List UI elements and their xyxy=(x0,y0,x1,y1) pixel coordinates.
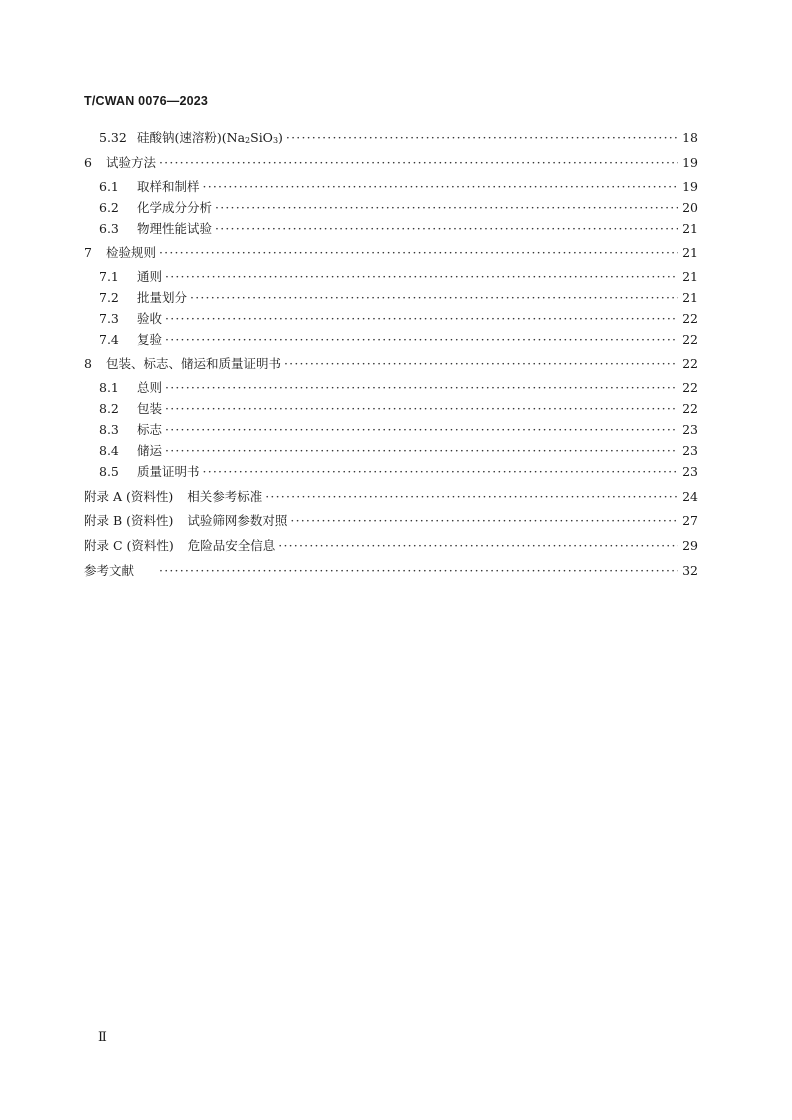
toc-title: 包装 xyxy=(137,401,163,416)
toc-entry-8[interactable] xyxy=(84,354,698,374)
toc-page: 23 xyxy=(682,422,698,437)
toc-leader xyxy=(190,288,678,308)
toc-leader xyxy=(159,153,678,173)
toc-number: 8.2 xyxy=(99,401,119,416)
toc-page: 18 xyxy=(682,130,698,145)
toc-title: 试验方法 xyxy=(105,155,156,170)
toc-page: 21 xyxy=(682,269,698,284)
toc-number: 7.2 xyxy=(99,290,119,305)
toc-leader xyxy=(265,487,678,507)
toc-entry-8-1[interactable] xyxy=(84,378,698,398)
toc-number: 参考文献 xyxy=(84,563,135,578)
toc-entry-appendix-a[interactable] xyxy=(84,487,698,507)
toc-entry-7-2[interactable] xyxy=(84,288,698,308)
toc-page: 22 xyxy=(682,380,698,395)
toc-title: 化学成分分析 xyxy=(137,200,213,215)
toc-page: 32 xyxy=(682,563,698,578)
toc-title: 储运 xyxy=(137,443,163,458)
toc-title: 批量划分 xyxy=(137,290,188,305)
toc-entry-appendix-c[interactable] xyxy=(84,536,698,556)
toc-leader xyxy=(284,354,678,374)
toc-number: 5.32 xyxy=(99,130,127,145)
toc-title: 相关参考标准 xyxy=(187,489,263,504)
toc-title: 包装、标志、储运和质量证明书 xyxy=(105,356,281,371)
toc-page: 22 xyxy=(682,332,698,347)
toc-number: 7.4 xyxy=(99,332,119,347)
toc-leader xyxy=(165,420,678,440)
toc-leader xyxy=(286,128,678,148)
toc-number: 6.3 xyxy=(99,221,119,236)
toc-entry-8-2[interactable] xyxy=(84,399,698,419)
toc-entry-5-32[interactable] xyxy=(84,128,698,148)
toc-entry-references[interactable] xyxy=(84,561,698,581)
toc-number: 8.3 xyxy=(99,422,119,437)
toc-title: 检验规则 xyxy=(105,245,156,260)
toc-number: 7 xyxy=(84,245,92,260)
toc-number: 8 xyxy=(84,356,92,371)
toc-entry-appendix-b[interactable] xyxy=(84,511,698,531)
toc-entry-6[interactable] xyxy=(84,153,698,173)
toc-leader xyxy=(165,399,678,419)
toc-page: 23 xyxy=(682,443,698,458)
toc-entry-8-4[interactable] xyxy=(84,441,698,461)
toc-page: 22 xyxy=(682,356,698,371)
toc-title: 复验 xyxy=(137,332,163,347)
toc-title: 验收 xyxy=(137,311,163,326)
toc-number: 附录 C (资料性) xyxy=(84,538,174,553)
toc-number: 6.2 xyxy=(99,200,119,215)
toc-number: 7.3 xyxy=(99,311,119,326)
toc-entry-6-1[interactable] xyxy=(84,177,698,197)
toc-number: 6 xyxy=(84,155,92,170)
toc-entry-6-2[interactable] xyxy=(84,198,698,218)
toc-page: 21 xyxy=(682,221,698,236)
toc-number: 附录 B (资料性) xyxy=(84,513,174,528)
toc-number: 8.1 xyxy=(99,380,119,395)
toc-leader xyxy=(159,243,678,263)
toc-entry-8-5[interactable] xyxy=(84,462,698,482)
toc-leader xyxy=(278,536,678,556)
toc-page: 19 xyxy=(682,155,698,170)
toc-title: 通则 xyxy=(137,269,163,284)
toc-title: 硅酸钠(速溶粉)$(Na_2SiO_3)$ xyxy=(137,130,283,145)
toc-page: 21 xyxy=(682,290,698,305)
toc-leader xyxy=(215,219,678,239)
toc-title: 试验筛网参数对照 xyxy=(187,513,288,528)
toc-page: 29 xyxy=(682,538,698,553)
toc-title: 取样和制样 xyxy=(137,179,200,194)
toc-number: 6.1 xyxy=(99,179,119,194)
toc-entry-8-3[interactable] xyxy=(84,420,698,440)
toc-page: 22 xyxy=(682,401,698,416)
toc-page: 20 xyxy=(682,200,698,215)
toc-entry-7-3[interactable] xyxy=(84,309,698,329)
toc-leader xyxy=(165,309,678,329)
toc-number: 7.1 xyxy=(99,269,119,284)
toc-leader xyxy=(165,441,678,461)
toc-page: 27 xyxy=(682,513,698,528)
toc-number: 8.4 xyxy=(99,443,119,458)
toc-title: 总则 xyxy=(137,380,163,395)
toc-page: 23 xyxy=(682,464,698,479)
page-number: Ⅱ xyxy=(98,1030,107,1045)
toc-number: 8.5 xyxy=(99,464,119,479)
document-id: T/CWAN 0076—2023 xyxy=(84,94,209,108)
toc-leader xyxy=(165,267,678,287)
toc-leader xyxy=(203,177,678,197)
toc-leader xyxy=(165,330,678,350)
toc-title: 危险品安全信息 xyxy=(187,538,276,553)
toc-leader xyxy=(165,378,678,398)
toc-leader xyxy=(203,462,678,482)
toc-leader xyxy=(159,561,678,581)
toc-entry-7-1[interactable] xyxy=(84,267,698,287)
toc-page: 22 xyxy=(682,311,698,326)
toc-entry-6-3[interactable] xyxy=(84,219,698,239)
toc-leader xyxy=(290,511,678,531)
toc-title: 物理性能试验 xyxy=(137,221,213,236)
toc-page: 24 xyxy=(682,489,698,504)
toc-leader xyxy=(215,198,678,218)
toc-page: 19 xyxy=(682,179,698,194)
toc-title: 标志 xyxy=(137,422,163,437)
toc-entry-7-4[interactable] xyxy=(84,330,698,350)
toc-title: 质量证明书 xyxy=(137,464,200,479)
toc-entry-7[interactable] xyxy=(84,243,698,263)
toc-number: 附录 A (资料性) xyxy=(84,489,174,504)
toc-page: 21 xyxy=(682,245,698,260)
